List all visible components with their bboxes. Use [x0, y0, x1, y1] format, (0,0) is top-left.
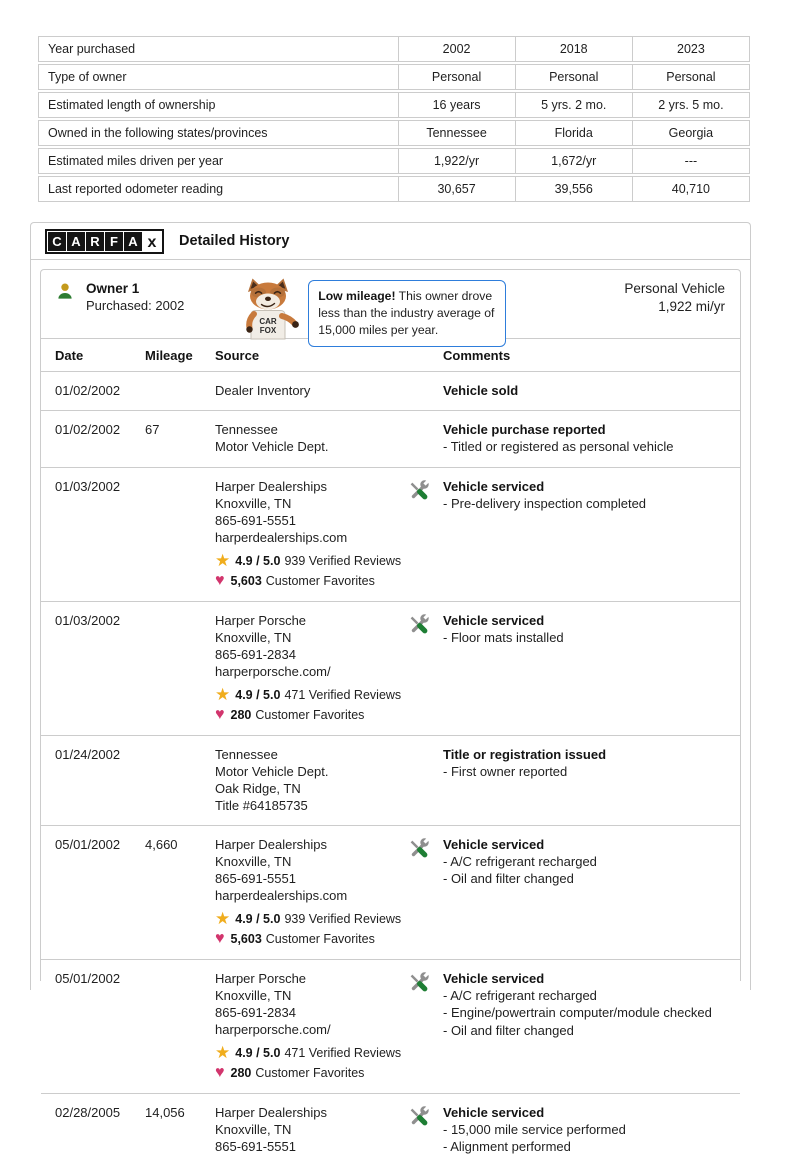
ownership-row-value-owner1: 1,922/yr: [399, 148, 516, 174]
history-mileage: 4,660: [145, 836, 178, 852]
history-row: [41, 411, 740, 468]
history-source: [215, 612, 407, 724]
col-header-mileage: Mileage: [145, 348, 193, 363]
owner-purchased: Purchased: 2002: [86, 298, 185, 313]
ownership-row-value-owner2: Personal: [516, 64, 633, 90]
source-line: Harper Dealerships: [215, 478, 327, 494]
history-mileage: [145, 382, 215, 399]
source-line: Tennessee: [215, 746, 278, 762]
history-date: 01/02/2002: [55, 383, 121, 398]
callout-emphasis: Low mileage!: [318, 289, 396, 303]
history-source: [215, 746, 407, 814]
carfax-logo: [45, 229, 164, 254]
source-line: 865-691-2834: [215, 646, 296, 662]
history-icon-cell: [407, 970, 443, 1082]
ownership-row-label: Estimated length of ownership: [38, 92, 399, 118]
owner-name: Owner 1: [86, 281, 140, 296]
ownership-row-value-owner2: 5 yrs. 2 mo.: [516, 92, 633, 118]
history-mileage: 14,056: [145, 1104, 185, 1120]
history-icon-cell: [407, 612, 443, 724]
col-header-comments: Comments: [443, 348, 511, 363]
star-icon: ★: [215, 551, 231, 570]
history-mileage: [145, 612, 215, 724]
ownership-row-value-owner2: Florida: [516, 120, 633, 146]
source-line: Dealer Inventory: [215, 383, 311, 398]
ownership-row-value-owner3: 2 yrs. 5 mo.: [633, 92, 750, 118]
favorites-count: 5,603: [230, 931, 262, 946]
svg-text:CAR: CAR: [259, 317, 277, 326]
history-icon-cell: [407, 746, 443, 814]
comment-details: [443, 853, 740, 888]
ownership-row-value-owner1: Personal: [399, 64, 516, 90]
star-icon: ★: [215, 909, 231, 928]
comment-detail: - Oil and filter changed: [443, 1022, 574, 1038]
ownership-table-body: [38, 36, 750, 202]
comment-details: [443, 763, 740, 781]
history-date: 05/01/2002: [55, 970, 121, 986]
source-line: Motor Vehicle Dept.: [215, 763, 329, 779]
comment-details: [443, 1121, 740, 1156]
source-lines: [215, 746, 407, 814]
source-line: Harper Dealerships: [215, 836, 327, 852]
history-icon-cell: [407, 382, 443, 399]
ownership-row-label: Last reported odometer reading: [38, 176, 399, 202]
history-source: [215, 478, 407, 590]
detailed-history-section: [30, 222, 751, 1154]
rating-reviews: 939 Verified Reviews: [284, 911, 402, 926]
source-lines: [215, 1104, 407, 1155]
source-line: Title #64185735: [215, 797, 308, 813]
rating-reviews: 939 Verified Reviews: [284, 553, 402, 568]
source-line: 865-691-2834: [215, 1004, 296, 1020]
history-source: [215, 836, 407, 948]
rating-score: 4.9 / 5.0: [235, 553, 281, 568]
owner-header: [41, 270, 740, 338]
favorites-label: Customer Favorites: [255, 1065, 365, 1080]
owner-summary-right: [624, 280, 728, 316]
history-date: 01/24/2002: [55, 746, 121, 762]
history-row: [41, 736, 740, 826]
ownership-row-value-owner3: Georgia: [633, 120, 750, 146]
comment-title: Vehicle serviced: [443, 1104, 545, 1120]
owner-id-text: [86, 280, 184, 314]
ownership-row-value-owner1: Tennessee: [399, 120, 516, 146]
heart-icon: ♥: [215, 706, 225, 723]
owner-1-card: [40, 269, 741, 1154]
history-row: [41, 372, 740, 411]
history-icon-cell: [407, 478, 443, 590]
service-wrench-icon: [407, 837, 429, 859]
comment-title: Vehicle serviced: [443, 612, 545, 628]
comment-details: [443, 495, 740, 513]
col-header-source: Source: [215, 348, 260, 363]
history-comments: [443, 421, 740, 456]
favorites-label: Customer Favorites: [265, 931, 375, 946]
history-mileage: [145, 478, 215, 590]
detailed-history-title: Detailed History: [179, 233, 290, 249]
ownership-row-label: Year purchased: [38, 36, 399, 62]
ownership-row: [38, 36, 750, 62]
ownership-summary: [38, 34, 750, 204]
rating-line: [215, 1045, 407, 1062]
source-line: Oak Ridge, TN: [215, 780, 301, 796]
history-row: [41, 468, 740, 602]
history-comments: [443, 836, 740, 948]
col-header-spacer: [407, 348, 443, 363]
comment-detail: - Oil and filter changed: [443, 871, 574, 886]
logo-tile: F: [105, 232, 123, 251]
source-line: Motor Vehicle Dept.: [215, 439, 329, 454]
ownership-row-value-owner1: 16 years: [399, 92, 516, 118]
service-wrench-icon: [407, 1105, 429, 1127]
ownership-row-value-owner3: Personal: [633, 64, 750, 90]
history-comments: [443, 612, 740, 724]
comment-title: Vehicle serviced: [443, 970, 545, 986]
ownership-row-value-owner3: 40,710: [633, 176, 750, 202]
comment-title: Vehicle serviced: [443, 836, 545, 852]
source-line: 865-691-5551: [215, 1138, 296, 1154]
ownership-row-value-owner2: 39,556: [516, 176, 633, 202]
history-source: [215, 382, 407, 399]
ownership-row-label: Type of owner: [38, 64, 399, 90]
rating-reviews: 471 Verified Reviews: [284, 1045, 402, 1060]
source-line: harperporsche.com/: [215, 1021, 331, 1037]
history-source: [215, 421, 407, 456]
history-row: [41, 960, 740, 1094]
history-date: 05/01/2002: [55, 836, 121, 852]
history-mileage: 67: [145, 422, 160, 437]
ownership-row-value-owner2: 2018: [516, 36, 633, 62]
source-lines: [215, 421, 407, 455]
comment-detail: - Titled or registered as personal vehicle: [443, 439, 674, 454]
comment-detail: - Floor mats installed: [443, 629, 564, 645]
source-line: 865-691-5551: [215, 870, 296, 886]
source-lines: [215, 478, 407, 546]
source-line: Knoxville, TN: [215, 629, 292, 645]
comment-details: [443, 438, 740, 456]
dealer-rating: [215, 553, 407, 590]
history-comments: [443, 970, 740, 1082]
ownership-row: [38, 92, 750, 118]
col-header-date: Date: [55, 348, 84, 363]
history-date: 01/03/2002: [55, 478, 121, 494]
comment-detail: - Engine/powertrain computer/module checked: [443, 1005, 712, 1020]
history-comments: [443, 478, 740, 590]
comment-detail: - First owner reported: [443, 763, 568, 779]
source-line: Knoxville, TN: [215, 853, 292, 869]
source-lines: [215, 836, 407, 904]
svg-text:FOX: FOX: [260, 326, 277, 335]
ownership-row: [38, 176, 750, 202]
source-line: harperporsche.com/: [215, 663, 331, 679]
source-line: Tennessee: [215, 422, 278, 437]
history-row: [41, 602, 740, 736]
comment-details: [443, 987, 740, 1040]
source-lines: [215, 612, 407, 680]
detailed-history-header: [31, 223, 750, 260]
history-date: 02/28/2005: [55, 1104, 121, 1120]
person-icon: [55, 282, 75, 302]
logo-tile: A: [124, 232, 142, 251]
comment-title: Title or registration issued: [443, 746, 607, 762]
favorites-label: Customer Favorites: [255, 707, 365, 722]
history-row: [41, 1094, 740, 1167]
dealer-rating: [215, 687, 407, 724]
dealer-rating: [215, 1045, 407, 1082]
source-line: Harper Dealerships: [215, 1104, 327, 1120]
carfox-mascot: [236, 277, 300, 343]
ownership-row-value-owner1: 30,657: [399, 176, 516, 202]
comment-detail: - Alignment performed: [443, 1139, 571, 1154]
ownership-row: [38, 120, 750, 146]
comment-title: Vehicle sold: [443, 383, 519, 398]
logo-tile: A: [67, 232, 85, 251]
star-icon: ★: [215, 685, 231, 704]
favorites-count: 280: [230, 707, 252, 722]
favorites-line: [215, 931, 407, 948]
favorites-count: 5,603: [230, 573, 262, 588]
ownership-row-label: Owned in the following states/provinces: [38, 120, 399, 146]
comment-detail: - 15,000 mile service performed: [443, 1121, 626, 1137]
rating-line: [215, 911, 407, 928]
history-comments: [443, 1104, 740, 1156]
comment-title: Vehicle purchase reported: [443, 422, 606, 437]
ownership-row-value-owner3: 2023: [633, 36, 750, 62]
history-date: 01/03/2002: [55, 612, 121, 628]
ownership-row-value-owner3: ---: [633, 148, 750, 174]
history-mileage: [145, 970, 215, 1082]
history-mileage: [145, 746, 215, 814]
callout-text: This owner drove less than the industry average of 15,000 miles per year.: [318, 289, 495, 338]
history-row: [41, 826, 740, 960]
ownership-summary-table: [38, 34, 750, 204]
rating-score: 4.9 / 5.0: [235, 1045, 281, 1060]
favorites-line: [215, 573, 407, 590]
history-rows: [41, 372, 740, 1167]
comment-detail: - A/C refrigerant recharged: [443, 853, 597, 869]
favorites-line: [215, 707, 407, 724]
service-wrench-icon: [407, 971, 429, 993]
rating-score: 4.9 / 5.0: [235, 911, 281, 926]
history-comments: [443, 382, 740, 399]
dealer-rating: [215, 911, 407, 948]
comment-detail: - A/C refrigerant recharged: [443, 987, 597, 1003]
logo-tile: R: [86, 232, 104, 251]
comment-details: [443, 629, 740, 647]
service-wrench-icon: [407, 613, 429, 635]
source-line: Knoxville, TN: [215, 1121, 292, 1137]
ownership-row-value-owner1: 2002: [399, 36, 516, 62]
comment-detail: - Pre-delivery inspection completed: [443, 495, 647, 511]
heart-icon: ♥: [215, 1064, 225, 1081]
favorites-line: [215, 1065, 407, 1082]
owner-miles-per-year: 1,922 mi/yr: [658, 299, 725, 314]
history-date: 01/02/2002: [55, 422, 121, 437]
service-wrench-icon: [407, 479, 429, 501]
source-line: 865-691-5551: [215, 512, 296, 528]
favorites-count: 280: [230, 1065, 252, 1080]
favorites-label: Customer Favorites: [265, 573, 375, 588]
source-line: Harper Porsche: [215, 612, 307, 628]
source-line: Harper Porsche: [215, 970, 307, 986]
logo-tile: C: [48, 232, 66, 251]
history-icon-cell: [407, 836, 443, 948]
rating-score: 4.9 / 5.0: [235, 687, 281, 702]
source-lines: [215, 382, 407, 399]
ownership-row: [38, 148, 750, 174]
comment-title: Vehicle serviced: [443, 478, 545, 494]
source-lines: [215, 970, 407, 1038]
ownership-row-label: Estimated miles driven per year: [38, 148, 399, 174]
history-comments: [443, 746, 740, 814]
source-line: Knoxville, TN: [215, 495, 292, 511]
logo-tile-x: x: [143, 232, 161, 251]
history-source: [215, 1104, 407, 1156]
star-icon: ★: [215, 1043, 231, 1062]
heart-icon: ♥: [215, 572, 225, 589]
ownership-row-value-owner2: 1,672/yr: [516, 148, 633, 174]
owner-identity: [55, 280, 184, 314]
source-line: Knoxville, TN: [215, 987, 292, 1003]
source-line: harperdealerships.com: [215, 887, 348, 903]
ownership-row: [38, 64, 750, 90]
history-source: [215, 970, 407, 1082]
history-icon-cell: [407, 421, 443, 456]
owner-vehicle-type: Personal Vehicle: [624, 281, 725, 296]
low-mileage-callout: [308, 280, 506, 347]
history-icon-cell: [407, 1104, 443, 1156]
source-line: harperdealerships.com: [215, 529, 348, 545]
heart-icon: ♥: [215, 930, 225, 947]
rating-line: [215, 553, 407, 570]
rating-line: [215, 687, 407, 704]
rating-reviews: 471 Verified Reviews: [284, 687, 402, 702]
